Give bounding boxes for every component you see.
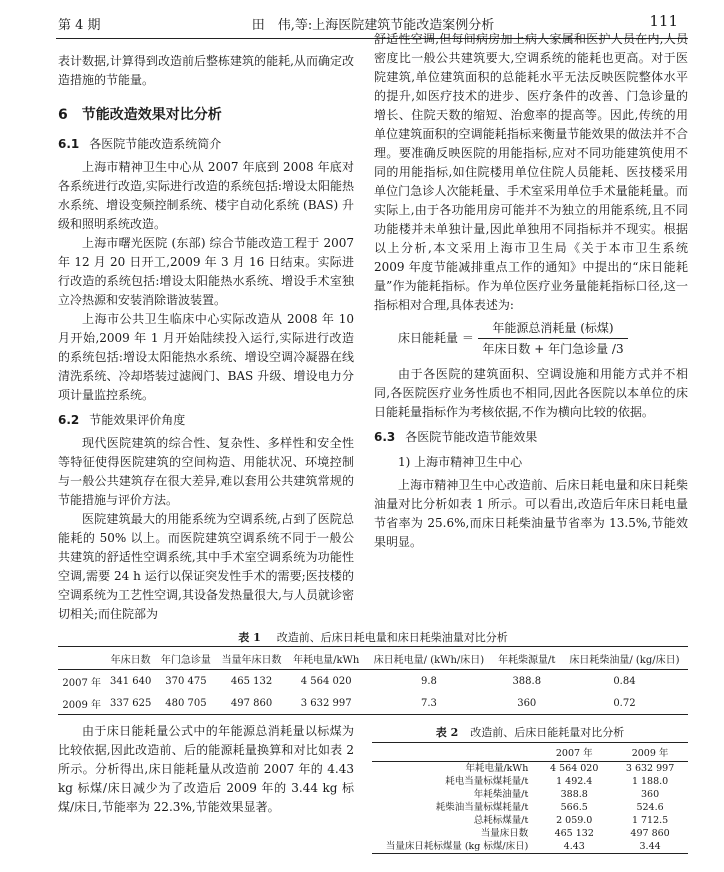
table-cell: 524.6 bbox=[636, 802, 664, 813]
formula-numerator: 年能源总消耗量 (标煤) bbox=[492, 321, 614, 335]
bottom-left-column bbox=[58, 722, 354, 817]
left-column bbox=[58, 52, 354, 624]
row-label: 耗电当量标煤耗量/t bbox=[445, 776, 529, 787]
table-cell: 4.43 bbox=[536, 840, 612, 854]
table-header: 年耗电量/kWh bbox=[287, 647, 365, 670]
table-cell: 2009 年 bbox=[58, 692, 105, 715]
row-label: 总耗标煤量/t bbox=[473, 815, 529, 826]
table-header: 2009 年 bbox=[612, 743, 688, 762]
table-header: 年耗柴源量/t bbox=[493, 647, 561, 670]
table-header bbox=[58, 647, 105, 670]
table-cell: 465 132 bbox=[554, 828, 594, 839]
table-row bbox=[372, 762, 688, 776]
table-row bbox=[372, 827, 688, 840]
table-row bbox=[372, 775, 688, 788]
paragraph: 上海市曙光医院 (东部) 综合节能改造工程于 2007 年 12 月 20 日开工,2009 年 3 月 16 日结束。实际进行改造的系统包括:增设太阳能热水系统、增设手术室独立冷热源和安装消除谐波装置。 bbox=[58, 236, 354, 307]
paragraph: 由于床日能耗量公式中的年能源总消耗量以标煤为比较依据,因此改造前、后的能源耗量换算和对比如表 2 所示。分析得出,床日能耗量从改造前 2007 年的 4.43 kg 标煤/床日减少为了改造后 2009 年的 3.44 kg 标煤/床日,节能率为 22.3%,节能效果显著。 bbox=[58, 724, 354, 814]
table-header: 年床日数 bbox=[105, 647, 155, 670]
subsection-heading-6-2: 6.2 节能效果评价角度 bbox=[58, 413, 186, 427]
table-header: 床日耗电量/ (kWh/床日) bbox=[365, 647, 492, 670]
table-row bbox=[372, 788, 688, 801]
table-cell: 0.72 bbox=[561, 692, 688, 715]
running-title: 田 伟,等:上海医院建筑节能改造案例分析 bbox=[251, 18, 495, 33]
row-label: 年耗电量/kWh bbox=[465, 763, 529, 774]
paragraph: 舒适性空调,但每间病房加上病人家属和医护人员在内,人员密度比一般公共建筑要大,空调系统的能耗也更高。对于医院建筑,单位建筑面积的总能耗水平无法反映医院整体水平的提升,如医疗技术的进步、医疗条件的改善、门急诊量的增长、住院天数的缩短、治愈率的提高等。因此,传统的用单位建筑面积的空调能耗指标来衡量节能效果的做法并不合理。要准确反映医院的用能指标,应对不同功能建筑使用不同的用能指标,如住院楼用单位住院人员能耗、医技楼采用单位门急诊人次能耗量、手术室采用单位手术量能耗量。而实际上,由于各功能用房可能并不为独立的用能系统,且不同功能楼并未单独计量,因此单独用不同指标并不现实。根据以上分析,本文采用上海市卫生局《关于本市卫生系统 2009 年度节能减排重点工作的通知》中提出的“床日能耗量”作为能耗指标。作为单位医疗业务量能耗指标口径,这一指标相对合理,具体表述为: bbox=[374, 32, 688, 312]
table-cell: 3.44 bbox=[612, 840, 688, 854]
paragraph: 现代医院建筑的综合性、复杂性、多样性和安全性等特征使得医院建筑的空间构造、用能状况、环境控制与一般公共建筑存在很大差异,难以套用公共建筑常规的节能措施与评价方法。 bbox=[58, 436, 354, 507]
table-header: 2007 年 bbox=[536, 743, 612, 762]
table-header-row bbox=[58, 647, 688, 670]
row-label: 当量床日数 bbox=[480, 828, 529, 839]
row-label: 耗柴油当量标煤耗量/t bbox=[435, 802, 529, 813]
table-header: 床日耗柴油量/ (kg/床日) bbox=[561, 647, 688, 670]
table-row bbox=[372, 840, 688, 854]
table-cell: 1 188.0 bbox=[631, 776, 669, 787]
table-cell: 370 475 bbox=[165, 675, 207, 687]
paragraph: 医院建筑最大的用能系统为空调系统,占到了医院总能耗的 50% 以上。而医院建筑空调系统不同于一般公共建筑的舒适性空调系统,其中手术室空调系统为功能性空调,需要 24 h 运行以保证突发性手术的需要;医技楼的空调系统为工艺性空调,其设备发热量很大,与人员就诊密切相关;而住院部为 bbox=[58, 512, 354, 621]
right-column bbox=[374, 30, 688, 552]
table-cell: 360 bbox=[493, 692, 561, 715]
bed-day-energy-formula bbox=[374, 319, 688, 359]
paragraph: 上海市精神卫生中心改造前、后床日耗电量和床日耗柴油量对比分析如表 1 所示。可以看出,改造后年床日耗电量节省率为 25.6%,而床日耗柴油量节省率为 13.5%,节能效果明显。 bbox=[374, 478, 688, 549]
table-header bbox=[372, 743, 536, 762]
table-row bbox=[58, 692, 688, 715]
table-cell: 3 632 997 bbox=[625, 763, 675, 774]
table-cell: 497 860 bbox=[216, 692, 287, 715]
issue-number: 第 4 期 bbox=[58, 18, 101, 33]
table-header-row bbox=[372, 743, 688, 762]
case-heading: 1) 上海市精神卫生中心 bbox=[398, 455, 523, 469]
table-cell: 480 705 bbox=[156, 692, 216, 715]
row-label: 年耗柴油量/t bbox=[473, 789, 529, 800]
subsection-heading-6-1: 6.1 各医院节能改造系统简介 bbox=[58, 137, 222, 151]
table-cell: 341 640 bbox=[109, 675, 152, 687]
table-cell: 1 712.5 bbox=[631, 815, 669, 826]
table-cell: 2 059.0 bbox=[556, 815, 593, 826]
table1 bbox=[58, 646, 688, 715]
table-cell: 7.3 bbox=[365, 692, 492, 715]
table-row bbox=[58, 670, 688, 693]
table-cell: 388.8 bbox=[512, 675, 542, 687]
page-number: 111 bbox=[649, 12, 678, 30]
table-cell: 497 860 bbox=[630, 828, 670, 839]
table-cell: 4 564 020 bbox=[550, 763, 599, 774]
table-row bbox=[372, 801, 688, 814]
table-cell: 3 632 997 bbox=[287, 692, 365, 715]
row-label: 当量床日耗标煤量 (kg 标煤/床日) bbox=[372, 840, 536, 854]
table-cell: 1 492.4 bbox=[556, 776, 593, 787]
formula-lhs: 床日能耗量 ＝ bbox=[398, 331, 474, 345]
table-cell: 388.8 bbox=[560, 789, 588, 800]
paragraph: 由于各医院的建筑面积、空调设施和用能方式并不相同,各医院医疗业务性质也不相同,因此各医院以本单位的床日能耗量指标作为考核依据,不作为横向比较的依据。 bbox=[374, 367, 688, 419]
table2 bbox=[372, 742, 688, 854]
table-row bbox=[372, 814, 688, 827]
table-cell: 360 bbox=[641, 789, 660, 800]
paragraph: 上海市公共卫生临床中心实际改造从 2008 年 10 月开始,2009 年 1 月开始陆续投入运行,实际进行改造的系统包括:增设太阳能热水系统、增设空调冷凝器在线清洗系统、冷却塔装过滤阀门、BAS 升级、增设电力分项计量监控系统。 bbox=[58, 312, 354, 402]
table-cell: 465 132 bbox=[230, 675, 273, 687]
section-heading-6: 6 节能改造效果对比分析 bbox=[58, 107, 222, 123]
table-header: 当量年床日数 bbox=[216, 647, 287, 670]
paragraph: 上海市精神卫生中心从 2007 年底到 2008 年底对各系统进行改造,实际进行改造的系统包括:增设太阳能热水系统、增设变频控制系统、楼宇自动化系统 (BAS) 升级和照明系统改造。 bbox=[58, 160, 354, 231]
table1-caption: 表 1 改造前、后床日耗电量和床日耗柴油量对比分析 bbox=[238, 631, 508, 644]
subsection-heading-6-3: 6.3 各医院节能改造节能效果 bbox=[374, 430, 538, 444]
table-cell: 4 564 020 bbox=[300, 675, 352, 687]
paragraph: 表计数据,计算得到改造前后整栋建筑的能耗,从而确定改造措施的节能量。 bbox=[58, 54, 354, 87]
table-cell: 2007 年 bbox=[62, 677, 102, 689]
formula-denominator: 年床日数 + 年门急诊量 /3 bbox=[482, 342, 624, 356]
table-cell: 337 625 bbox=[105, 692, 155, 715]
table2-caption: 表 2 改造前、后床日能耗量对比分析 bbox=[435, 726, 625, 739]
table-header: 年门急诊量 bbox=[156, 647, 216, 670]
table-cell: 0.84 bbox=[613, 675, 636, 687]
table-cell: 9.8 bbox=[420, 675, 437, 687]
fraction-bar bbox=[478, 338, 628, 339]
table-cell: 566.5 bbox=[560, 802, 588, 813]
